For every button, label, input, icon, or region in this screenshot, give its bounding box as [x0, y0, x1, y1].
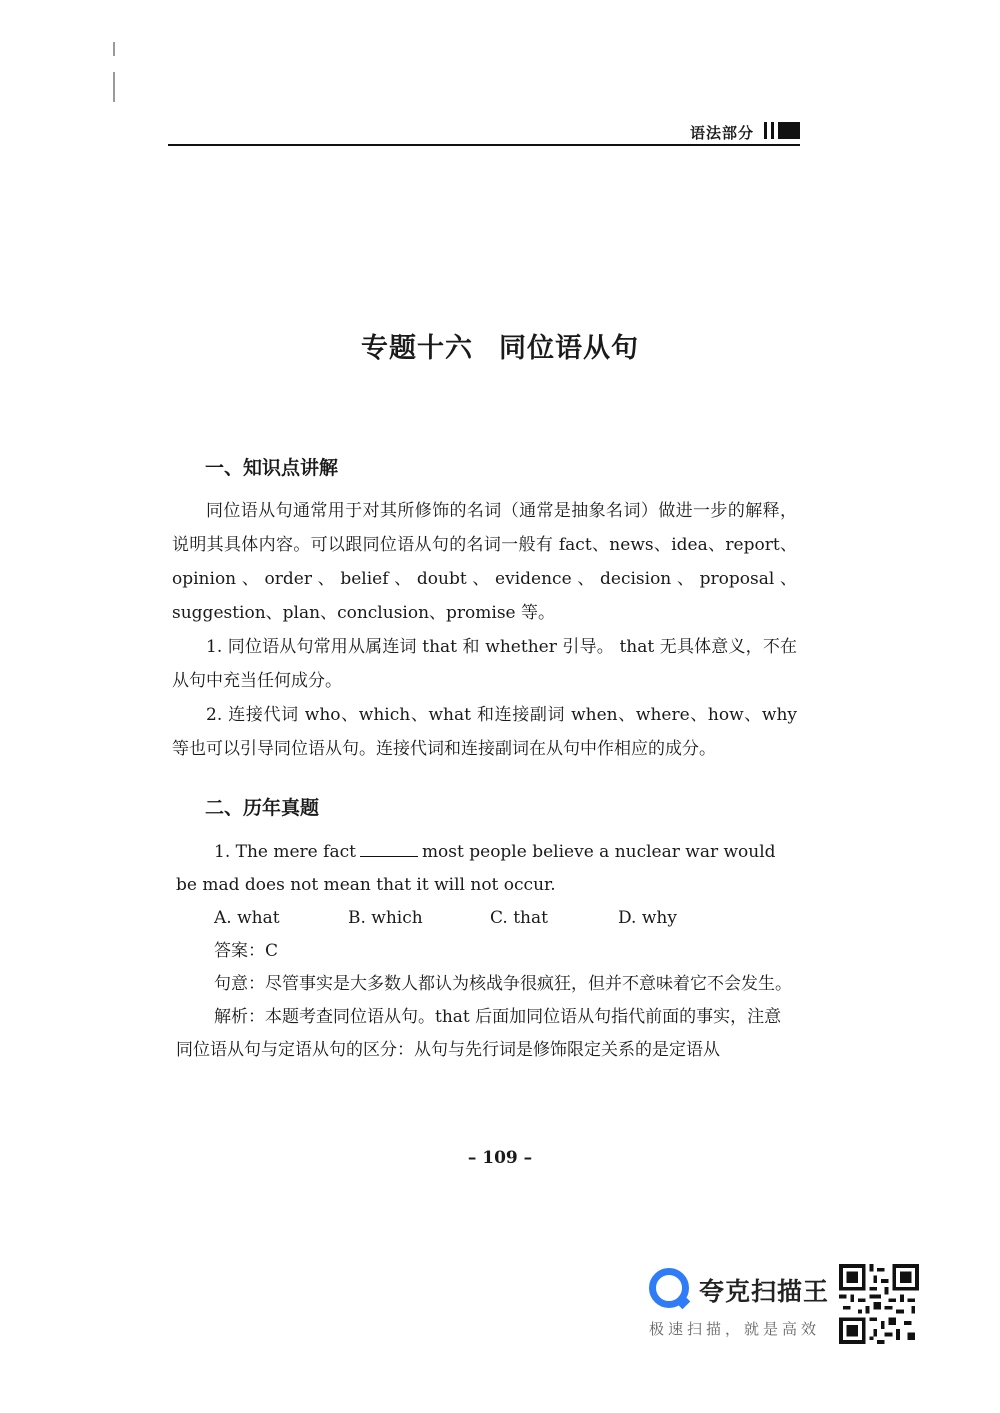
- option-c: C. that: [490, 908, 548, 928]
- binding-mark-top: [113, 42, 115, 56]
- question-stem: [176, 836, 796, 902]
- options-row: [176, 902, 796, 935]
- question-stem-end: most people believe a nuclear war would be mad does not mean that it will not occur.: [176, 842, 776, 895]
- intro-block: [172, 494, 797, 766]
- option-d: D. why: [618, 908, 677, 928]
- header-bars-icon: [764, 122, 800, 139]
- option-a: A. what: [214, 908, 280, 928]
- page-number: – 109 –: [467, 1148, 533, 1168]
- watermark-title: 夸克扫描王: [699, 1277, 830, 1306]
- chapter-number: 专题十六: [361, 333, 473, 364]
- section-heading-past-exams: 二、历年真题: [205, 797, 320, 819]
- intro-paragraph-2: 1. 同位语从句常用从属连词 that 和 whether 引导。 that 无具体意义，不在从句中充当任何成分。: [172, 637, 797, 691]
- watermark-subtitle: 极速扫描，就是高效: [649, 1320, 821, 1338]
- question-block: [176, 836, 796, 1067]
- binding-mark-bottom: [113, 72, 115, 102]
- intro-paragraph-3: 2. 连接代词 who、which、what 和连接副词 when、where、how、why 等也可以引导同位语从句。连接代词和连接副词在从句中作相应的成分。: [172, 705, 797, 759]
- option-b: B. which: [348, 908, 423, 928]
- chapter-name: 同位语从句: [499, 333, 639, 364]
- header-section-label: 语法部分: [689, 124, 754, 142]
- qr-code-icon: [837, 1264, 921, 1344]
- scanner-watermark: [645, 1262, 935, 1352]
- chapter-title: [0, 326, 1000, 365]
- header-rule: [168, 144, 800, 146]
- question-stem-start: 1. The mere fact: [214, 842, 356, 862]
- answer-blank: [360, 842, 418, 857]
- section-heading-knowledge: 一、知识点讲解: [205, 457, 339, 479]
- answer-line: 答案：C: [214, 941, 279, 961]
- intro-paragraph-1: 同位语从句通常用于对其所修饰的名词（通常是抽象名词）做进一步的解释，说明其具体内容。可以跟同位语从句的名词一般有 fact、news、idea、report、opinion、order、belief、doubt、evidence、decision、proposal、suggestion、plan、conclusion、promise 等。: [172, 501, 797, 623]
- quark-logo-icon: [649, 1268, 689, 1308]
- running-header: [168, 118, 800, 146]
- analysis-line: 解析：本题考查同位语从句。that 后面加同位语从句指代前面的事实，注意同位语从句与定语从句的区分：从句与先行词是修饰限定关系的是定语从: [176, 1007, 782, 1060]
- meaning-line: 句意：尽管事实是大多数人都认为核战争很疯狂，但并不意味着它不会发生。: [214, 974, 792, 994]
